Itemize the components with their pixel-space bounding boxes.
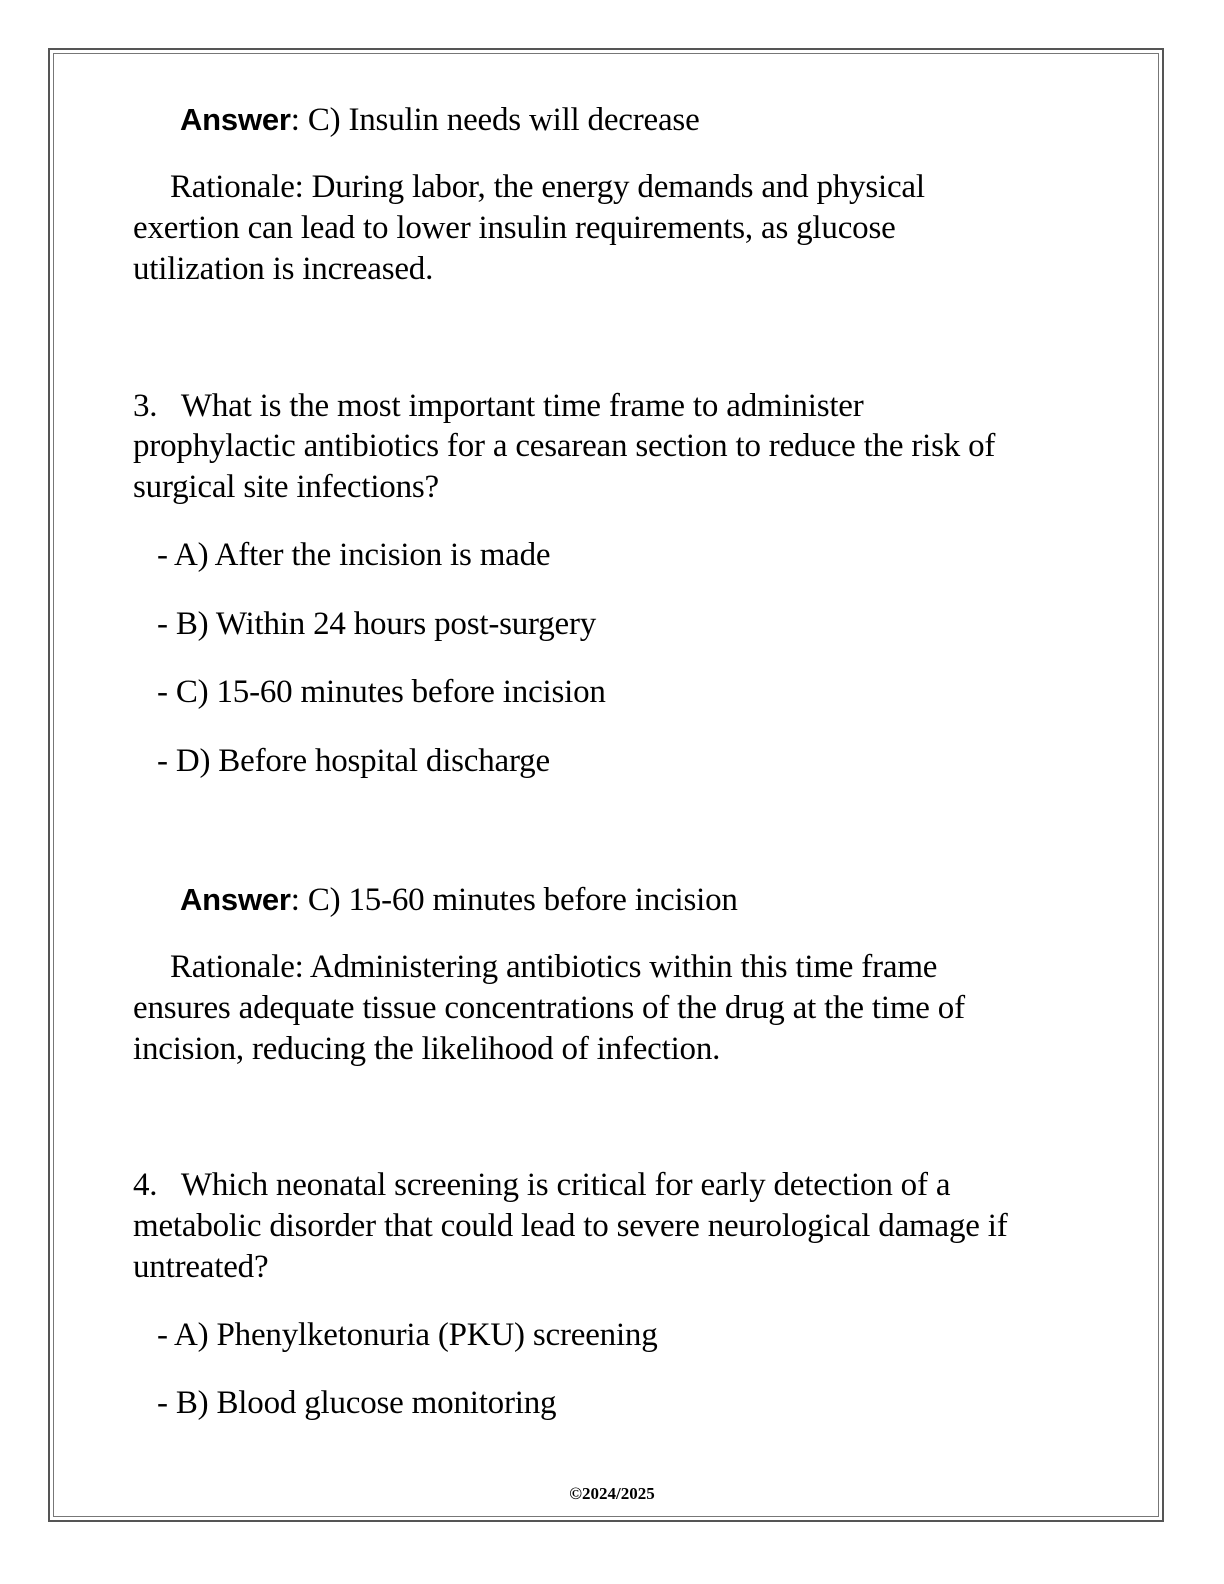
question-3-option-c: - C) 15-60 minutes before incision — [157, 674, 606, 710]
answer-3 — [180, 879, 738, 921]
question-4-option-b: - B) Blood glucose monitoring — [157, 1385, 557, 1421]
question-4-line-1: 4. Which neonatal screening is critical for early detection of a — [133, 1167, 951, 1203]
rationale-2-line-2: exertion can lead to lower insulin requirements, as glucose — [133, 210, 896, 246]
answer-text: : C) Insulin needs will decrease — [290, 102, 700, 138]
rationale-2-line-1: Rationale: During labor, the energy demands and physical — [170, 169, 925, 205]
question-3-option-b: - B) Within 24 hours post-surgery — [157, 606, 597, 642]
rationale-3-line-3: incision, reducing the likelihood of infection. — [133, 1031, 721, 1067]
copyright-footer: ©2024/2025 — [569, 1484, 655, 1503]
question-3-line-2: prophylactic antibiotics for a cesarean section to reduce the risk of — [133, 428, 996, 464]
question-3-line-3: surgical site infections? — [133, 469, 439, 505]
answer-label: Answer — [180, 882, 291, 917]
rationale-2-line-3: utilization is increased. — [133, 251, 434, 287]
question-4-line-3: untreated? — [133, 1249, 269, 1285]
question-3-line-1: 3. What is the most important time frame to administer — [133, 388, 864, 424]
rationale-3-line-2: ensures adequate tissue concentrations of the drug at the time of — [133, 990, 965, 1026]
answer-label: Answer — [180, 102, 291, 137]
rationale-3-line-1: Rationale: Administering antibiotics within this time frame — [170, 949, 938, 985]
question-3-option-d: - D) Before hospital discharge — [157, 743, 550, 779]
question-4-option-a: - A) Phenylketonuria (PKU) screening — [157, 1317, 658, 1353]
question-3-option-a: - A) After the incision is made — [157, 537, 551, 573]
answer-2 — [180, 99, 700, 141]
answer-text: : C) 15-60 minutes before incision — [290, 882, 738, 918]
question-4-line-2: metabolic disorder that could lead to severe neurological damage if — [133, 1208, 1008, 1244]
